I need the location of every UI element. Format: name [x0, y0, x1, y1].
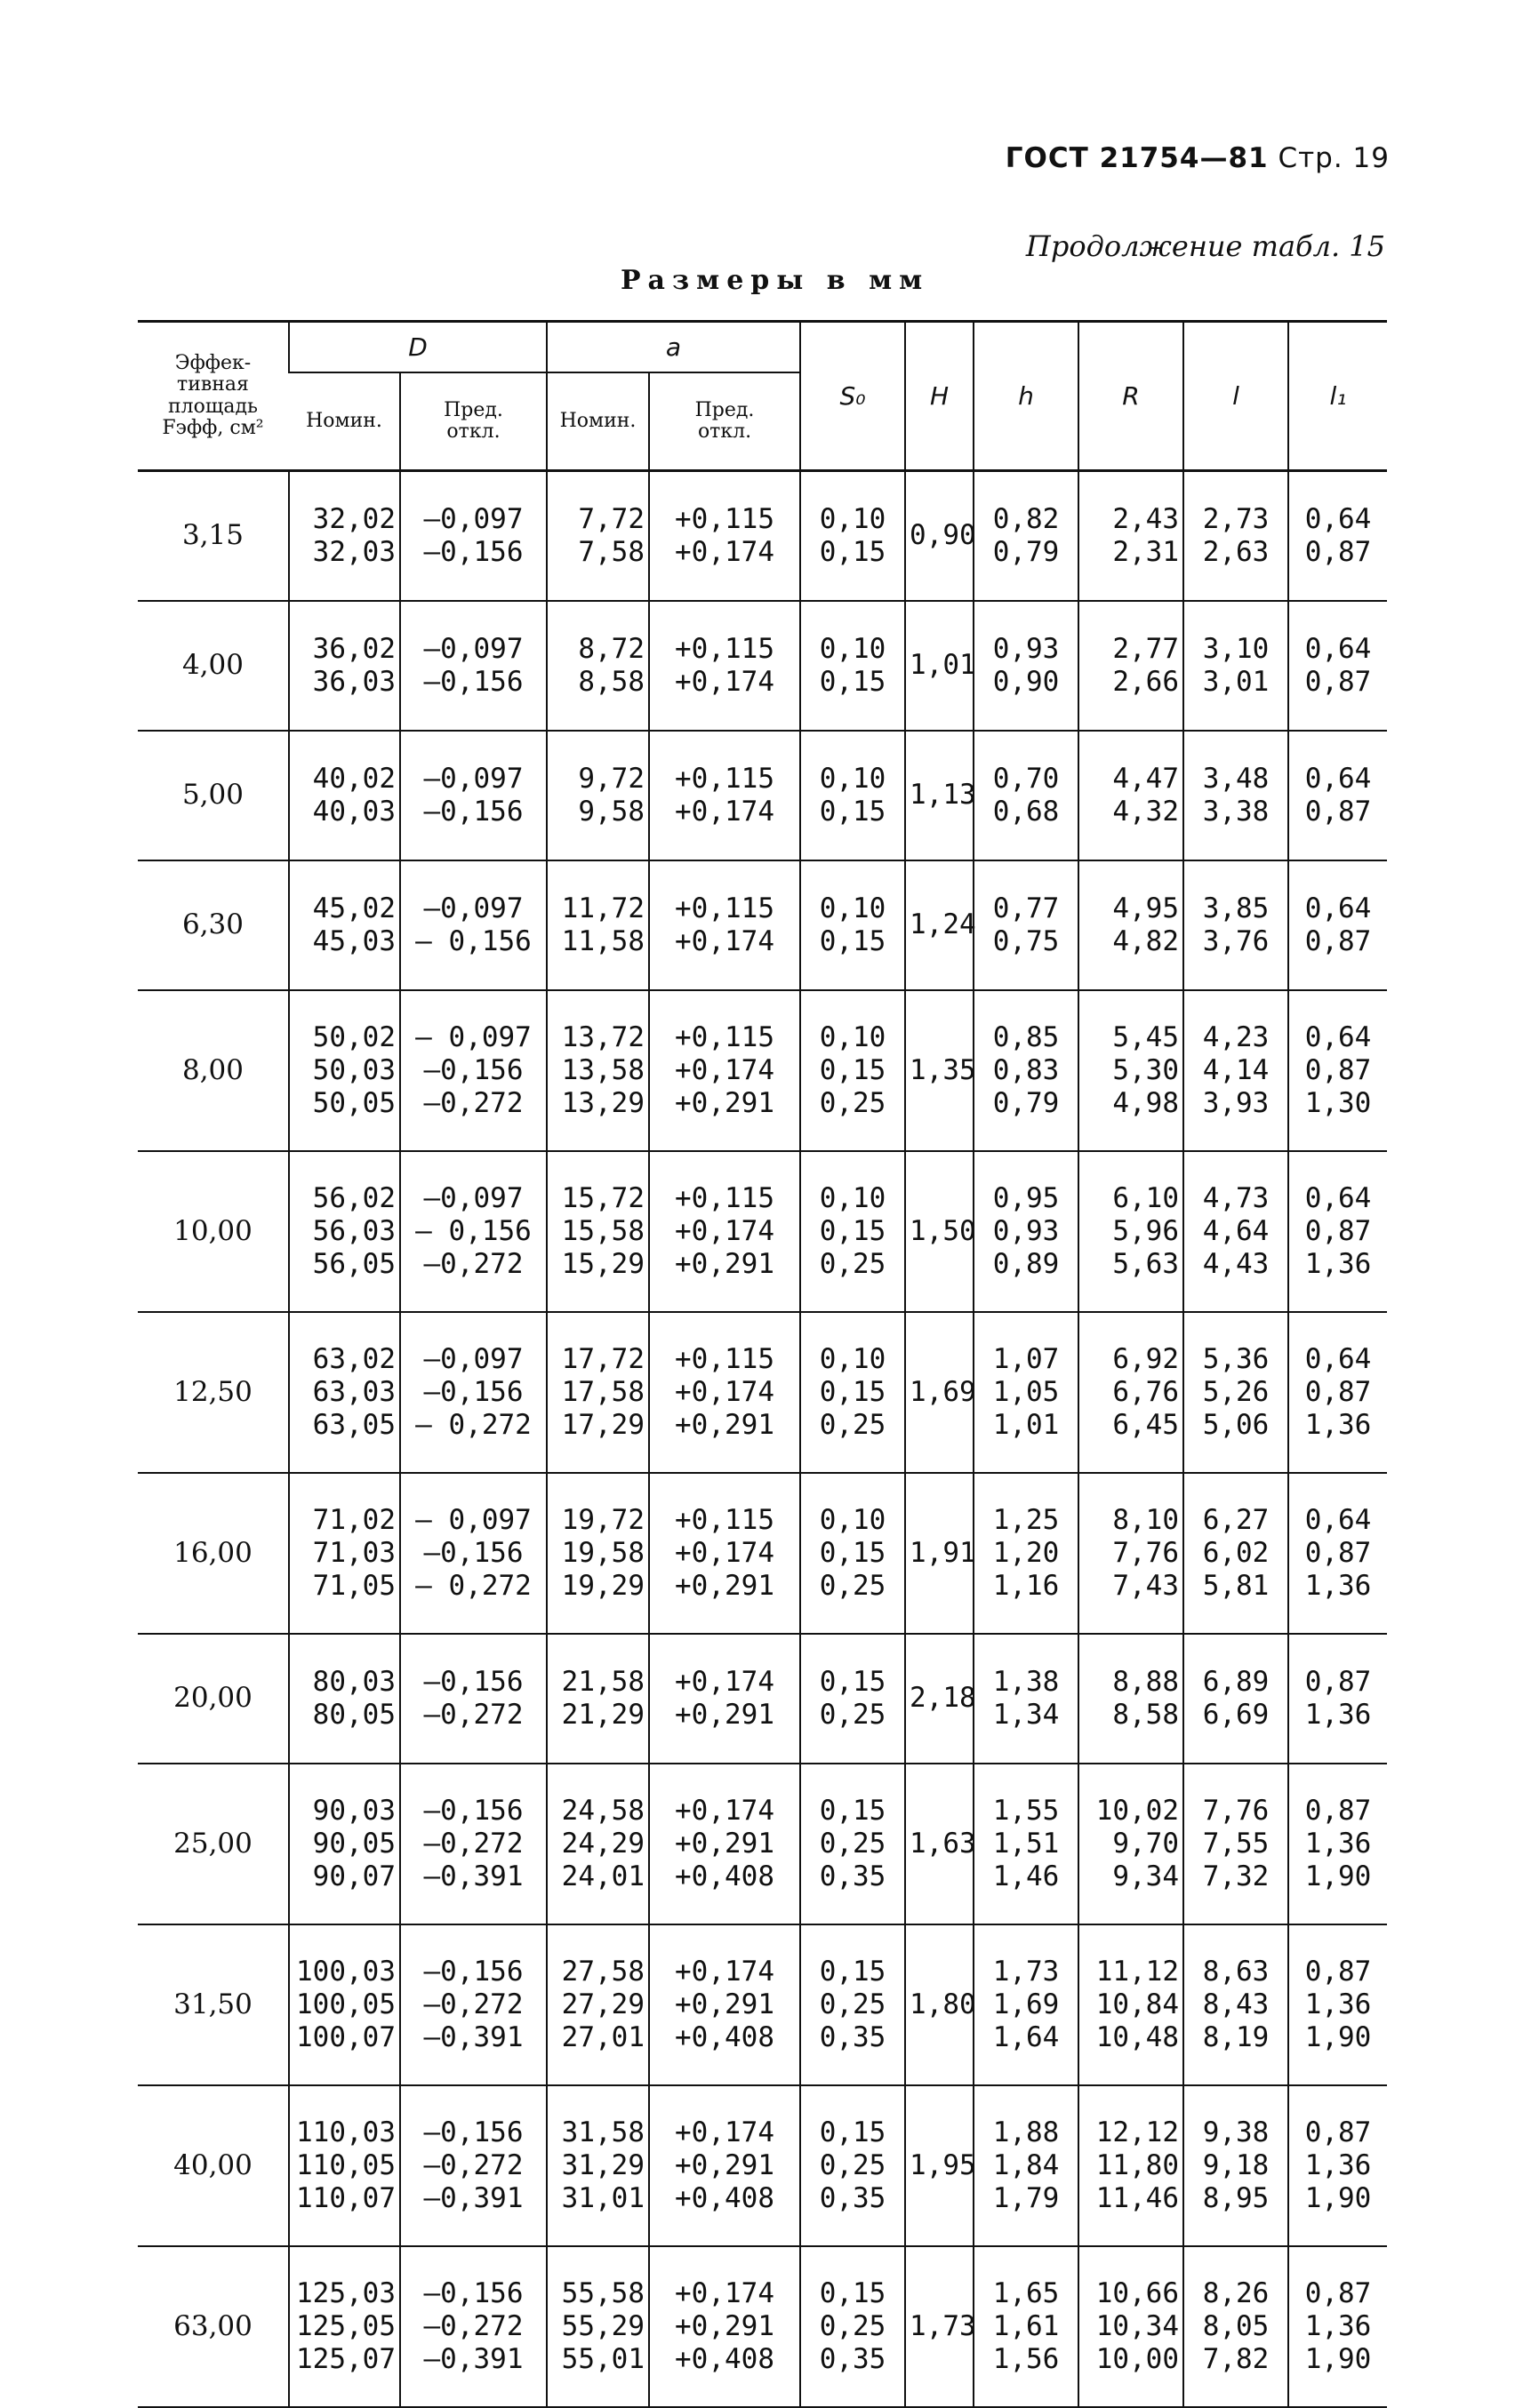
cell-l1: 0,64 0,87 1,36 [1288, 1312, 1387, 1473]
table-row [138, 1634, 1387, 1764]
cell-H: 2,18 [905, 1634, 974, 1764]
cell-R: 4,47 4,32 [1078, 731, 1183, 860]
cell-a-deviation: +0,115 +0,174 +0,291 [649, 1473, 800, 1634]
standard-number: ГОСТ 21754—81 [1005, 142, 1269, 174]
cell-R: 5,45 5,30 4,98 [1078, 990, 1183, 1151]
cell-R: 8,88 8,58 [1078, 1634, 1183, 1764]
cell-l1: 0,64 0,87 1,36 [1288, 1473, 1387, 1634]
cell-h: 1,07 1,05 1,01 [974, 1312, 1078, 1473]
cell-s0: 0,10 0,15 [800, 471, 905, 601]
cell-l1: 0,64 0,87 [1288, 731, 1387, 860]
cell-effective-area: 63,00 [138, 2246, 289, 2407]
header-s0: S₀ [800, 322, 905, 471]
table-row [138, 1151, 1387, 1312]
table-row [138, 471, 1387, 601]
header-D-nominal: Номин. [289, 372, 400, 471]
cell-s0: 0,15 0,25 0,35 [800, 1764, 905, 1924]
cell-effective-area: 8,00 [138, 990, 289, 1151]
cell-H: 1,35 [905, 990, 974, 1151]
cell-a-deviation: +0,174 +0,291 [649, 1634, 800, 1764]
cell-R: 4,95 4,82 [1078, 860, 1183, 990]
cell-H: 1,91 [905, 1473, 974, 1634]
cell-l: 9,38 9,18 8,95 [1183, 2085, 1288, 2246]
cell-l: 6,89 6,69 [1183, 1634, 1288, 1764]
cell-s0: 0,15 0,25 [800, 1634, 905, 1764]
cell-D-nominal: 36,02 36,03 [289, 601, 400, 731]
cell-H: 1,13 [905, 731, 974, 860]
cell-effective-area: 4,00 [138, 601, 289, 731]
page-number: Стр. 19 [1278, 142, 1390, 174]
header-group-D: D [289, 322, 547, 373]
cell-l: 6,27 6,02 5,81 [1183, 1473, 1288, 1634]
table-row [138, 601, 1387, 731]
cell-D-deviation: —0,097 —0,156 — 0,272 [400, 1312, 547, 1473]
cell-D-deviation: — 0,097 —0,156 —0,272 [400, 990, 547, 1151]
cell-H: 1,50 [905, 1151, 974, 1312]
cell-a-deviation: +0,174 +0,291 +0,408 [649, 1924, 800, 2085]
cell-D-deviation: —0,156 —0,272 —0,391 [400, 1924, 547, 2085]
cell-a-deviation: +0,115 +0,174 [649, 471, 800, 601]
cell-D-nominal: 40,02 40,03 [289, 731, 400, 860]
cell-s0: 0,15 0,25 0,35 [800, 2246, 905, 2407]
cell-l1: 0,87 1,36 1,90 [1288, 2246, 1387, 2407]
cell-D-deviation: —0,097 —0,156 [400, 471, 547, 601]
cell-D-nominal: 45,02 45,03 [289, 860, 400, 990]
table-row [138, 2085, 1387, 2246]
cell-D-deviation: — 0,097 —0,156 — 0,272 [400, 1473, 547, 1634]
cell-l: 3,85 3,76 [1183, 860, 1288, 990]
cell-a-deviation: +0,115 +0,174 +0,291 [649, 1312, 800, 1473]
cell-R: 6,10 5,96 5,63 [1078, 1151, 1183, 1312]
cell-l: 8,26 8,05 7,82 [1183, 2246, 1288, 2407]
cell-s0: 0,10 0,15 [800, 860, 905, 990]
header-H: H [905, 322, 974, 471]
cell-effective-area: 25,00 [138, 1764, 289, 1924]
cell-D-deviation: —0,156 —0,272 [400, 1634, 547, 1764]
cell-h: 0,95 0,93 0,89 [974, 1151, 1078, 1312]
cell-h: 0,70 0,68 [974, 731, 1078, 860]
cell-R: 10,02 9,70 9,34 [1078, 1764, 1183, 1924]
cell-l: 2,73 2,63 [1183, 471, 1288, 601]
cell-H: 0,90 [905, 471, 974, 601]
cell-h: 1,38 1,34 [974, 1634, 1078, 1764]
cell-D-nominal: 100,03 100,05 100,07 [289, 1924, 400, 2085]
cell-l: 3,10 3,01 [1183, 601, 1288, 731]
cell-R: 11,12 10,84 10,48 [1078, 1924, 1183, 2085]
cell-s0: 0,10 0,15 0,25 [800, 1151, 905, 1312]
cell-H: 1,73 [905, 2246, 974, 2407]
cell-a-nominal: 21,58 21,29 [547, 1634, 649, 1764]
cell-D-nominal: 50,02 50,03 50,05 [289, 990, 400, 1151]
cell-h: 0,93 0,90 [974, 601, 1078, 731]
cell-D-nominal: 63,02 63,03 63,05 [289, 1312, 400, 1473]
cell-D-nominal: 56,02 56,03 56,05 [289, 1151, 400, 1312]
cell-s0: 0,15 0,25 0,35 [800, 2085, 905, 2246]
cell-s0: 0,15 0,25 0,35 [800, 1924, 905, 2085]
cell-R: 12,12 11,80 11,46 [1078, 2085, 1183, 2246]
cell-a-deviation: +0,115 +0,174 +0,291 [649, 1151, 800, 1312]
cell-a-nominal: 17,72 17,58 17,29 [547, 1312, 649, 1473]
cell-effective-area: 5,00 [138, 731, 289, 860]
cell-l1: 0,64 0,87 1,36 [1288, 1151, 1387, 1312]
cell-h: 1,73 1,69 1,64 [974, 1924, 1078, 2085]
cell-l1: 0,64 0,87 [1288, 471, 1387, 601]
cell-D-nominal: 71,02 71,03 71,05 [289, 1473, 400, 1634]
cell-a-nominal: 8,72 8,58 [547, 601, 649, 731]
cell-D-deviation: —0,097 — 0,156 [400, 860, 547, 990]
cell-H: 1,63 [905, 1764, 974, 1924]
header-R: R [1078, 322, 1183, 471]
cell-a-nominal: 15,72 15,58 15,29 [547, 1151, 649, 1312]
header-l: l [1183, 322, 1288, 471]
cell-a-deviation: +0,115 +0,174 [649, 601, 800, 731]
cell-l: 4,73 4,64 4,43 [1183, 1151, 1288, 1312]
table-row [138, 1924, 1387, 2085]
cell-D-nominal: 80,03 80,05 [289, 1634, 400, 1764]
cell-l1: 0,87 1,36 [1288, 1634, 1387, 1764]
header-a-nominal: Номин. [547, 372, 649, 471]
cell-a-nominal: 13,72 13,58 13,29 [547, 990, 649, 1151]
table-row [138, 1764, 1387, 1924]
cell-D-deviation: —0,156 —0,272 —0,391 [400, 2246, 547, 2407]
cell-H: 1,24 [905, 860, 974, 990]
cell-R: 2,43 2,31 [1078, 471, 1183, 601]
cell-D-deviation: —0,097 —0,156 [400, 731, 547, 860]
cell-effective-area: 31,50 [138, 1924, 289, 2085]
cell-s0: 0,10 0,15 [800, 731, 905, 860]
cell-a-nominal: 24,58 24,29 24,01 [547, 1764, 649, 1924]
cell-H: 1,01 [905, 601, 974, 731]
cell-l1: 0,64 0,87 [1288, 601, 1387, 731]
cell-h: 0,85 0,83 0,79 [974, 990, 1078, 1151]
cell-a-nominal: 7,72 7,58 [547, 471, 649, 601]
cell-l1: 0,64 0,87 1,30 [1288, 990, 1387, 1151]
cell-H: 1,80 [905, 1924, 974, 2085]
cell-a-nominal: 19,72 19,58 19,29 [547, 1473, 649, 1634]
cell-h: 0,77 0,75 [974, 860, 1078, 990]
cell-D-nominal: 110,03 110,05 110,07 [289, 2085, 400, 2246]
cell-R: 10,66 10,34 10,00 [1078, 2246, 1183, 2407]
cell-effective-area: 20,00 [138, 1634, 289, 1764]
table-row [138, 860, 1387, 990]
header-a-deviation: Пред. откл. [649, 372, 800, 471]
cell-l: 3,48 3,38 [1183, 731, 1288, 860]
cell-a-nominal: 11,72 11,58 [547, 860, 649, 990]
cell-l1: 0,64 0,87 [1288, 860, 1387, 990]
cell-l1: 0,87 1,36 1,90 [1288, 1764, 1387, 1924]
cell-l: 4,23 4,14 3,93 [1183, 990, 1288, 1151]
cell-H: 1,69 [905, 1312, 974, 1473]
cell-a-deviation: +0,174 +0,291 +0,408 [649, 2085, 800, 2246]
cell-a-nominal: 9,72 9,58 [547, 731, 649, 860]
cell-a-deviation: +0,115 +0,174 +0,291 [649, 990, 800, 1151]
cell-D-nominal: 125,03 125,05 125,07 [289, 2246, 400, 2407]
cell-R: 2,77 2,66 [1078, 601, 1183, 731]
cell-a-deviation: +0,115 +0,174 [649, 860, 800, 990]
cell-D-nominal: 90,03 90,05 90,07 [289, 1764, 400, 1924]
table-continuation-caption: Продолжение табл. 15 [1025, 229, 1385, 263]
cell-s0: 0,10 0,15 0,25 [800, 990, 905, 1151]
cell-a-deviation: +0,115 +0,174 [649, 731, 800, 860]
cell-h: 1,25 1,20 1,16 [974, 1473, 1078, 1634]
table-row [138, 990, 1387, 1151]
table-row [138, 2246, 1387, 2407]
cell-D-deviation: —0,097 —0,156 [400, 601, 547, 731]
cell-effective-area: 10,00 [138, 1151, 289, 1312]
table-row [138, 1312, 1387, 1473]
table-row [138, 1473, 1387, 1634]
cell-effective-area: 3,15 [138, 471, 289, 601]
header-group-a: a [547, 322, 800, 373]
cell-D-deviation: —0,097 — 0,156 —0,272 [400, 1151, 547, 1312]
cell-l: 7,76 7,55 7,32 [1183, 1764, 1288, 1924]
cell-a-nominal: 31,58 31,29 31,01 [547, 2085, 649, 2246]
cell-D-deviation: —0,156 —0,272 —0,391 [400, 1764, 547, 1924]
cell-effective-area: 12,50 [138, 1312, 289, 1473]
units-caption: Размеры в мм [621, 265, 930, 296]
cell-effective-area: 16,00 [138, 1473, 289, 1634]
header-effective-area: Эффек- тивная площадь Fэфф, см² [138, 322, 289, 471]
cell-a-nominal: 27,58 27,29 27,01 [547, 1924, 649, 2085]
header-D-deviation: Пред. откл. [400, 372, 547, 471]
cell-s0: 0,10 0,15 0,25 [800, 1312, 905, 1473]
cell-D-deviation: —0,156 —0,272 —0,391 [400, 2085, 547, 2246]
cell-s0: 0,10 0,15 0,25 [800, 1473, 905, 1634]
header-l1: l₁ [1288, 322, 1387, 471]
cell-h: 0,82 0,79 [974, 471, 1078, 601]
dimensions-table [138, 320, 1387, 2408]
cell-H: 1,95 [905, 2085, 974, 2246]
cell-h: 1,55 1,51 1,46 [974, 1764, 1078, 1924]
cell-l1: 0,87 1,36 1,90 [1288, 2085, 1387, 2246]
cell-s0: 0,10 0,15 [800, 601, 905, 731]
cell-l: 8,63 8,43 8,19 [1183, 1924, 1288, 2085]
table-row [138, 731, 1387, 860]
cell-l: 5,36 5,26 5,06 [1183, 1312, 1288, 1473]
cell-a-deviation: +0,174 +0,291 +0,408 [649, 2246, 800, 2407]
cell-R: 8,10 7,76 7,43 [1078, 1473, 1183, 1634]
cell-a-deviation: +0,174 +0,291 +0,408 [649, 1764, 800, 1924]
cell-effective-area: 6,30 [138, 860, 289, 990]
cell-effective-area: 40,00 [138, 2085, 289, 2246]
cell-a-nominal: 55,58 55,29 55,01 [547, 2246, 649, 2407]
cell-h: 1,88 1,84 1,79 [974, 2085, 1078, 2246]
header-h: h [974, 322, 1078, 471]
cell-h: 1,65 1,61 1,56 [974, 2246, 1078, 2407]
page-header [1006, 142, 1390, 174]
cell-l1: 0,87 1,36 1,90 [1288, 1924, 1387, 2085]
cell-D-nominal: 32,02 32,03 [289, 471, 400, 601]
cell-R: 6,92 6,76 6,45 [1078, 1312, 1183, 1473]
